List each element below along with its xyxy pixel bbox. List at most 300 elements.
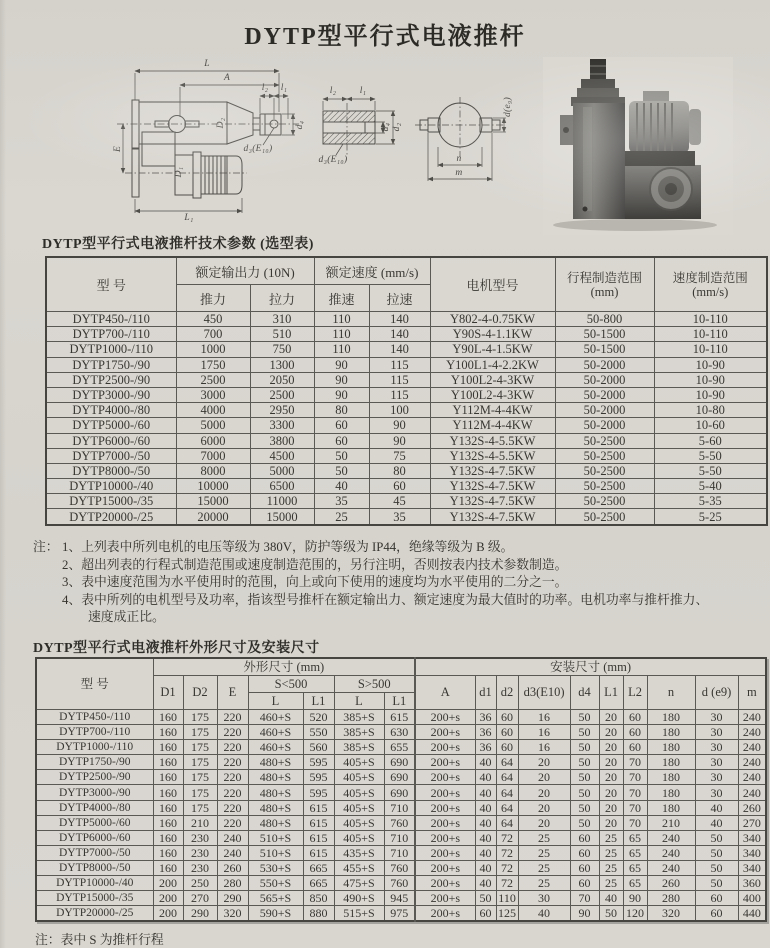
value-cell: 120 bbox=[623, 906, 647, 922]
value-cell: 50 bbox=[570, 800, 599, 815]
value-cell: 690 bbox=[384, 770, 415, 785]
value-cell: Y132S-4-7.5KW bbox=[430, 479, 555, 494]
value-cell: 200+s bbox=[415, 740, 475, 755]
value-cell: 10000 bbox=[176, 479, 250, 494]
value-cell: 435+S bbox=[334, 845, 384, 860]
value-cell: 50 bbox=[475, 891, 496, 906]
value-cell: 290 bbox=[183, 906, 217, 922]
value-cell: 480+S bbox=[248, 785, 303, 800]
value-cell: 10-110 bbox=[654, 342, 767, 357]
value-cell: 20 bbox=[599, 710, 623, 725]
value-cell: 60 bbox=[496, 740, 518, 755]
value-cell: 615 bbox=[384, 710, 415, 725]
value-cell: 90 bbox=[369, 433, 430, 448]
value-cell: 60 bbox=[314, 418, 369, 433]
figure-area bbox=[95, 55, 740, 237]
value-cell: 40 bbox=[475, 845, 496, 860]
value-cell: 72 bbox=[496, 860, 518, 875]
value-cell: 11000 bbox=[250, 494, 314, 509]
value-cell: 20 bbox=[599, 815, 623, 830]
dimension-label: d₂ bbox=[392, 122, 402, 132]
model-cell: DYTP6000-/60 bbox=[46, 433, 176, 448]
value-cell: 880 bbox=[303, 906, 334, 922]
value-cell: 760 bbox=[384, 876, 415, 891]
col-header-d1: d1 bbox=[475, 676, 496, 710]
value-cell: 30 bbox=[695, 710, 738, 725]
value-cell: 200 bbox=[153, 906, 183, 922]
value-cell: 2500 bbox=[176, 372, 250, 387]
value-cell: 210 bbox=[183, 815, 217, 830]
value-cell: 20 bbox=[518, 755, 570, 770]
value-cell: 260 bbox=[647, 876, 695, 891]
value-cell: 50 bbox=[314, 463, 369, 478]
model-cell: DYTP700-/110 bbox=[36, 725, 153, 740]
value-cell: 450 bbox=[176, 312, 250, 327]
value-cell: 280 bbox=[647, 891, 695, 906]
value-cell: 260 bbox=[217, 860, 248, 875]
value-cell: 20 bbox=[599, 725, 623, 740]
value-cell: 70 bbox=[623, 755, 647, 770]
table-row bbox=[36, 740, 766, 755]
value-cell: 615 bbox=[303, 800, 334, 815]
value-cell: 460+S bbox=[248, 710, 303, 725]
dimension-label: L bbox=[204, 59, 210, 69]
col-header-outer-dims: 外形尺寸 (mm) bbox=[153, 658, 415, 676]
value-cell: 72 bbox=[496, 876, 518, 891]
value-cell: 30 bbox=[695, 770, 738, 785]
value-cell: 110 bbox=[314, 342, 369, 357]
value-cell: 25 bbox=[518, 830, 570, 845]
model-cell: DYTP4000-/80 bbox=[46, 403, 176, 418]
col-header-L1-lt: L1 bbox=[303, 693, 334, 710]
model-cell: DYTP700-/110 bbox=[46, 327, 176, 342]
value-cell: 20000 bbox=[176, 509, 250, 525]
col-header-n: n bbox=[647, 676, 695, 710]
value-cell: 200+s bbox=[415, 830, 475, 845]
value-cell: 530+S bbox=[248, 860, 303, 875]
value-cell: 60 bbox=[475, 906, 496, 922]
value-cell: 220 bbox=[217, 755, 248, 770]
col-header-D1: D1 bbox=[153, 676, 183, 710]
value-cell: 50 bbox=[570, 770, 599, 785]
col-header-D2: D2 bbox=[183, 676, 217, 710]
table-row bbox=[36, 891, 766, 906]
dimension-label: d₄ bbox=[381, 122, 391, 132]
value-cell: 240 bbox=[217, 845, 248, 860]
value-cell: 340 bbox=[738, 860, 766, 875]
page-title: DYTP型平行式电液推杆 bbox=[244, 24, 526, 50]
value-cell: 25 bbox=[599, 860, 623, 875]
value-cell: 510+S bbox=[248, 830, 303, 845]
value-cell: 160 bbox=[153, 860, 183, 875]
value-cell: 175 bbox=[183, 725, 217, 740]
dimension-label: A bbox=[223, 73, 231, 83]
col-header-rated-force: 额定输出力 (10N) bbox=[176, 257, 314, 285]
value-cell: 50 bbox=[695, 860, 738, 875]
value-cell: 690 bbox=[384, 755, 415, 770]
value-cell: Y132S-4-7.5KW bbox=[430, 463, 555, 478]
value-cell: 360 bbox=[738, 876, 766, 891]
table-row bbox=[46, 463, 767, 478]
value-cell: 50-1500 bbox=[555, 327, 654, 342]
value-cell: 210 bbox=[647, 815, 695, 830]
value-cell: 64 bbox=[496, 815, 518, 830]
value-cell: 40 bbox=[599, 891, 623, 906]
value-cell: 2950 bbox=[250, 403, 314, 418]
value-cell: Y100L2-4-3KW bbox=[430, 387, 555, 402]
value-cell: 50 bbox=[570, 710, 599, 725]
value-cell: 595 bbox=[303, 785, 334, 800]
value-cell: 320 bbox=[647, 906, 695, 922]
value-cell: 60 bbox=[314, 433, 369, 448]
value-cell: 270 bbox=[183, 891, 217, 906]
col-header-push-speed: 推速 bbox=[314, 285, 369, 312]
value-cell: 70 bbox=[623, 800, 647, 815]
col-header-mount-dims: 安装尺寸 (mm) bbox=[415, 658, 766, 676]
value-cell: 30 bbox=[695, 725, 738, 740]
dimension-label: E bbox=[113, 145, 123, 153]
value-cell: 5000 bbox=[250, 463, 314, 478]
table-row bbox=[36, 876, 766, 891]
value-cell: 240 bbox=[738, 710, 766, 725]
col-header-L1-gt: L1 bbox=[384, 693, 415, 710]
value-cell: 40 bbox=[475, 785, 496, 800]
value-cell: 385+S bbox=[334, 725, 384, 740]
value-cell: 550 bbox=[303, 725, 334, 740]
notes-block bbox=[33, 539, 745, 627]
value-cell: 5-50 bbox=[654, 463, 767, 478]
note-item: 3、表中速度范围为水平使用时的范围，向上或向下使用的速度均为水平使用的二分之一。 bbox=[62, 575, 568, 589]
dimension-label: d₃(E₁₀) bbox=[318, 155, 348, 165]
value-cell: 16 bbox=[518, 725, 570, 740]
value-cell: 160 bbox=[153, 755, 183, 770]
col-header-L2: L2 bbox=[623, 676, 647, 710]
value-cell: 175 bbox=[183, 785, 217, 800]
value-cell: 20 bbox=[599, 785, 623, 800]
value-cell: 230 bbox=[183, 860, 217, 875]
value-cell: 30 bbox=[518, 891, 570, 906]
value-cell: 80 bbox=[314, 403, 369, 418]
value-cell: 16 bbox=[518, 740, 570, 755]
table-row bbox=[46, 418, 767, 433]
value-cell: 460+S bbox=[248, 740, 303, 755]
value-cell: 220 bbox=[217, 710, 248, 725]
value-cell: 615 bbox=[303, 845, 334, 860]
col-header-model2: 型 号 bbox=[36, 658, 153, 710]
value-cell: 15000 bbox=[176, 494, 250, 509]
value-cell: 240 bbox=[647, 845, 695, 860]
model-cell: DYTP1750-/90 bbox=[36, 755, 153, 770]
value-cell: 340 bbox=[738, 830, 766, 845]
model-cell: DYTP450-/110 bbox=[46, 312, 176, 327]
model-cell: DYTP8000-/50 bbox=[36, 860, 153, 875]
value-cell: 710 bbox=[384, 830, 415, 845]
value-cell: 50 bbox=[570, 815, 599, 830]
value-cell: 10-110 bbox=[654, 327, 767, 342]
value-cell: 480+S bbox=[248, 770, 303, 785]
value-cell: 850 bbox=[303, 891, 334, 906]
value-cell: Y132S-4-7.5KW bbox=[430, 494, 555, 509]
value-cell: 200+s bbox=[415, 725, 475, 740]
col-header-m: m bbox=[738, 676, 766, 710]
stroke-range-label: 行程制造范围 bbox=[567, 270, 643, 285]
value-cell: 115 bbox=[369, 357, 430, 372]
col-header-d4: d4 bbox=[570, 676, 599, 710]
value-cell: 60 bbox=[623, 710, 647, 725]
value-cell: 10-90 bbox=[654, 387, 767, 402]
dimension-label: D₂ bbox=[216, 117, 226, 129]
value-cell: 230 bbox=[183, 845, 217, 860]
value-cell: 160 bbox=[153, 830, 183, 845]
value-cell: 20 bbox=[518, 785, 570, 800]
table-row bbox=[46, 509, 767, 525]
value-cell: 160 bbox=[153, 710, 183, 725]
value-cell: 50-2500 bbox=[555, 448, 654, 463]
value-cell: 560 bbox=[303, 740, 334, 755]
value-cell: 220 bbox=[217, 800, 248, 815]
value-cell: 25 bbox=[518, 845, 570, 860]
table-row bbox=[46, 403, 767, 418]
value-cell: 200+s bbox=[415, 906, 475, 922]
value-cell: 550+S bbox=[248, 876, 303, 891]
product-photo bbox=[543, 57, 733, 235]
notes-list bbox=[62, 539, 714, 627]
value-cell: 60 bbox=[570, 860, 599, 875]
notes-prefix: 注： bbox=[33, 540, 59, 554]
value-cell: 175 bbox=[183, 740, 217, 755]
note-item: 1、上列表中所列电机的电压等级为 380V，防护等级为 IP44，绝缘等级为 B 级。 bbox=[62, 540, 514, 554]
value-cell: 200+s bbox=[415, 860, 475, 875]
value-cell: 70 bbox=[623, 770, 647, 785]
col-header-model: 型 号 bbox=[46, 257, 176, 312]
value-cell: Y100L2-4-3KW bbox=[430, 372, 555, 387]
value-cell: 440 bbox=[738, 906, 766, 922]
value-cell: 10-90 bbox=[654, 372, 767, 387]
value-cell: 3000 bbox=[176, 387, 250, 402]
value-cell: 240 bbox=[647, 830, 695, 845]
dimension-label: d₃(E₁₀) bbox=[243, 144, 273, 154]
value-cell: 50-2000 bbox=[555, 403, 654, 418]
value-cell: 490+S bbox=[334, 891, 384, 906]
value-cell: 240 bbox=[738, 740, 766, 755]
value-cell: 200+s bbox=[415, 755, 475, 770]
value-cell: 160 bbox=[153, 815, 183, 830]
value-cell: 50 bbox=[695, 876, 738, 891]
value-cell: 60 bbox=[570, 845, 599, 860]
value-cell: 50 bbox=[570, 755, 599, 770]
value-cell: 50 bbox=[599, 906, 623, 922]
value-cell: 385+S bbox=[334, 740, 384, 755]
value-cell: 90 bbox=[314, 357, 369, 372]
model-cell: DYTP20000-/25 bbox=[36, 906, 153, 922]
value-cell: 1000 bbox=[176, 342, 250, 357]
value-cell: 200+s bbox=[415, 770, 475, 785]
spec-table bbox=[45, 256, 768, 526]
value-cell: 140 bbox=[369, 312, 430, 327]
dimension-label: D₁ bbox=[174, 166, 184, 178]
value-cell: 615 bbox=[303, 815, 334, 830]
value-cell: 1300 bbox=[250, 357, 314, 372]
value-cell: 125 bbox=[498, 906, 517, 921]
col-header-E: E bbox=[217, 676, 248, 710]
value-cell: 200 bbox=[153, 891, 183, 906]
value-cell: 405+S bbox=[334, 785, 384, 800]
value-cell: 50 bbox=[695, 830, 738, 845]
value-cell: 220 bbox=[217, 725, 248, 740]
model-cell: DYTP450-/110 bbox=[36, 710, 153, 725]
value-cell: 60 bbox=[369, 479, 430, 494]
value-cell: 30 bbox=[695, 755, 738, 770]
model-cell: DYTP5000-/60 bbox=[46, 418, 176, 433]
table-row bbox=[46, 342, 767, 357]
value-cell: 50-2500 bbox=[555, 509, 654, 525]
section2-heading: DYTP型平行式电液推杆外形尺寸及安装尺寸 bbox=[33, 641, 320, 656]
value-cell: 8000 bbox=[176, 463, 250, 478]
col-header-L-gt: L bbox=[334, 693, 384, 710]
value-cell: 65 bbox=[623, 876, 647, 891]
value-cell: 220 bbox=[217, 770, 248, 785]
value-cell: 710 bbox=[384, 800, 415, 815]
value-cell: 60 bbox=[570, 876, 599, 891]
value-cell: Y90S-4-1.1KW bbox=[430, 327, 555, 342]
value-cell: Y90L-4-1.5KW bbox=[430, 342, 555, 357]
table-row bbox=[36, 815, 766, 830]
value-cell: 110 bbox=[496, 891, 518, 906]
value-cell: 180 bbox=[647, 710, 695, 725]
value-cell: 4500 bbox=[250, 448, 314, 463]
value-cell: 250 bbox=[183, 876, 217, 891]
value-cell: 240 bbox=[217, 830, 248, 845]
value-cell: 2500 bbox=[250, 387, 314, 402]
value-cell: 200+s bbox=[415, 710, 475, 725]
stroke-range-unit: (mm) bbox=[590, 284, 619, 299]
value-cell: 115 bbox=[369, 372, 430, 387]
table-row bbox=[36, 785, 766, 800]
value-cell: 20 bbox=[599, 740, 623, 755]
col-header-rated-speed: 额定速度 (mm/s) bbox=[314, 257, 430, 285]
value-cell: 60 bbox=[623, 725, 647, 740]
value-cell: 280 bbox=[217, 876, 248, 891]
value-cell: 140 bbox=[369, 327, 430, 342]
value-cell: 240 bbox=[738, 785, 766, 800]
table-row bbox=[36, 845, 766, 860]
value-cell: 90 bbox=[570, 906, 599, 922]
value-cell: 200+s bbox=[415, 845, 475, 860]
value-cell: 160 bbox=[153, 845, 183, 860]
model-cell: DYTP4000-/80 bbox=[36, 800, 153, 815]
value-cell: 50-2500 bbox=[555, 463, 654, 478]
value-cell: 10-60 bbox=[654, 418, 767, 433]
value-cell: 65 bbox=[623, 845, 647, 860]
value-cell: 50 bbox=[570, 725, 599, 740]
value-cell: 60 bbox=[695, 906, 738, 922]
col-header-s-lt-500: S<500 bbox=[248, 676, 334, 693]
value-cell: 200+s bbox=[415, 800, 475, 815]
col-header-stroke-range bbox=[555, 257, 654, 312]
value-cell: 480+S bbox=[248, 800, 303, 815]
value-cell: 40 bbox=[695, 815, 738, 830]
value-cell: 60 bbox=[695, 891, 738, 906]
value-cell: 50-2500 bbox=[555, 494, 654, 509]
value-cell: 70 bbox=[623, 815, 647, 830]
dimension-label: d₄ bbox=[295, 120, 305, 130]
dimension-label: l₁ bbox=[359, 86, 367, 96]
value-cell: 595 bbox=[303, 770, 334, 785]
note-item: 4、表中所列的电机型号及功率，指该型号推杆在额定输出力、额定速度为最大值时的功率。电机功率与推杆推力、速度成正比。 bbox=[62, 592, 709, 624]
value-cell: 180 bbox=[647, 725, 695, 740]
value-cell: 40 bbox=[475, 860, 496, 875]
value-cell: 70 bbox=[570, 891, 599, 906]
value-cell: 975 bbox=[384, 906, 415, 922]
value-cell: 260 bbox=[738, 800, 766, 815]
value-cell: 175 bbox=[183, 710, 217, 725]
value-cell: 400 bbox=[738, 891, 766, 906]
value-cell: 20 bbox=[518, 815, 570, 830]
value-cell: 615 bbox=[303, 830, 334, 845]
value-cell: 64 bbox=[496, 785, 518, 800]
value-cell: 595 bbox=[303, 755, 334, 770]
value-cell: 50 bbox=[314, 448, 369, 463]
value-cell: 200+s bbox=[415, 785, 475, 800]
value-cell: 160 bbox=[153, 770, 183, 785]
value-cell: 60 bbox=[496, 710, 518, 725]
value-cell: 175 bbox=[183, 755, 217, 770]
value-cell: Y100L1-4-2.2KW bbox=[430, 357, 555, 372]
value-cell: 405+S bbox=[334, 770, 384, 785]
value-cell: 110 bbox=[314, 327, 369, 342]
value-cell: 25 bbox=[518, 860, 570, 875]
col-header-pull-speed: 拉速 bbox=[369, 285, 430, 312]
value-cell: 175 bbox=[183, 800, 217, 815]
value-cell: 665 bbox=[303, 876, 334, 891]
value-cell: Y112M-4-4KW bbox=[430, 418, 555, 433]
value-cell: 5000 bbox=[176, 418, 250, 433]
value-cell: 945 bbox=[384, 891, 415, 906]
value-cell: 5-50 bbox=[654, 448, 767, 463]
value-cell: 90 bbox=[314, 372, 369, 387]
value-cell: 140 bbox=[369, 342, 430, 357]
table-row bbox=[46, 372, 767, 387]
value-cell: 90 bbox=[369, 418, 430, 433]
value-cell: 160 bbox=[153, 725, 183, 740]
value-cell: 15000 bbox=[250, 509, 314, 525]
value-cell: 36 bbox=[475, 725, 496, 740]
value-cell: 20 bbox=[599, 755, 623, 770]
col-header-speed-range bbox=[654, 257, 767, 312]
value-cell: 25 bbox=[599, 845, 623, 860]
value-cell: 7000 bbox=[176, 448, 250, 463]
model-cell: DYTP8000-/50 bbox=[46, 463, 176, 478]
col-header-motor: 电机型号 bbox=[430, 257, 555, 312]
value-cell: 1750 bbox=[176, 357, 250, 372]
value-cell: 50-800 bbox=[555, 312, 654, 327]
value-cell: 220 bbox=[217, 785, 248, 800]
table-row bbox=[36, 800, 766, 815]
table-row bbox=[46, 312, 767, 327]
value-cell: 760 bbox=[384, 860, 415, 875]
model-cell: DYTP2500-/90 bbox=[36, 770, 153, 785]
value-cell: 72 bbox=[496, 845, 518, 860]
dimension-label: l₁ bbox=[280, 83, 288, 93]
value-cell: 40 bbox=[475, 876, 496, 891]
value-cell: 590+S bbox=[248, 906, 303, 922]
dimension-label: l₂ bbox=[261, 83, 269, 93]
value-cell: 2050 bbox=[250, 372, 314, 387]
value-cell: 70 bbox=[623, 785, 647, 800]
dimension-table bbox=[35, 657, 767, 922]
value-cell: 36 bbox=[475, 740, 496, 755]
value-cell: 5-25 bbox=[654, 509, 767, 525]
